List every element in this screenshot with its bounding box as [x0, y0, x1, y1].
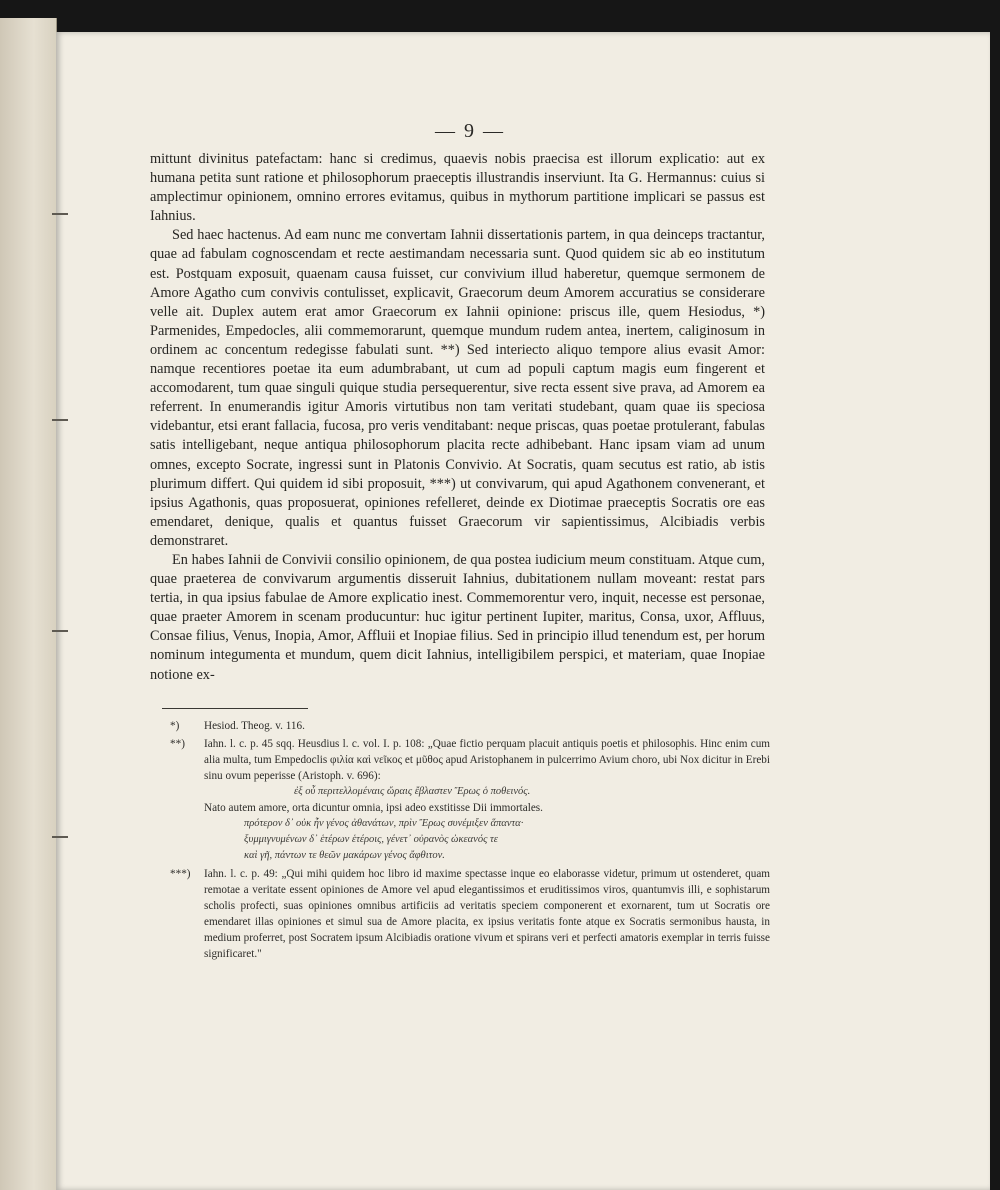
footnote-text: Hesiod. Theog. v. 116.	[204, 720, 305, 732]
margin-tick	[52, 213, 68, 215]
paragraph: En habes Iahnii de Convivii consilio opinionem, de qua postea iudicium meum constituam. Atque cum, quae praeterea de convivarum argumentis disseruit Iahnius, dubitationem nullam moveant: restat pars tertia, in qua ipsius fabulae de Amore explicatio inest. Commemorentur vero, inquit, necesse est personae, quae praeter Amorem in scenam producuntur: huc igitur pertinent Iupiter, maritus, Consa, uxor, Affluus, Consae filius, Venus, Inopia, Amor, Affluii et Inopiae filius. Sed in principio illud tenendum est, per horum nominum integumenta et mundum, quem dicit Iahnius, intelligibilem perspici, et materiam, quae Inopiae notione ex-	[150, 551, 765, 683]
footnote-mark: *)	[170, 720, 180, 732]
footnote	[150, 866, 770, 962]
footnotes	[150, 718, 770, 964]
margin-tick	[52, 836, 68, 838]
greek-verse: ξυμμιγνυμένων δ᾽ ἑτέρων ἑτέροις, γένετ᾽ οὐρανὸς ὠκεανός τε	[244, 834, 498, 845]
footnote-text: Nato autem amore, orta dicuntur omnia, ipsi adeo exstitisse Dii immortales.	[204, 802, 543, 814]
footnote-mark: ***)	[170, 868, 191, 880]
greek-verse: ἐξ οὗ περιτελλομέναις ὥραις ἔβλαστεν Ἔρως ὁ ποθεινός.	[294, 786, 531, 797]
page-number: — 9 —	[435, 120, 505, 142]
footnote-mark: **)	[170, 738, 185, 750]
footnote-text: Iahn. l. c. p. 45 sqq. Heusdius l. c. vol. I. p. 108: „Quae fictio perquam placuit antiquis poetis et philosophis. Hinc enim cum alia multa, tum Empedoclis φιλία καὶ νεῖκος et μῦθος apud Aristophanem in pulcerrimo Avium choro, ubi Nox dicitur in Erebi sinu ovum peperisse (Aristoph. v. 696):	[204, 738, 770, 782]
book-spine-edge	[0, 18, 57, 1190]
margin-tick	[52, 630, 68, 632]
greek-verse: καὶ γῆ, πάντων τε θεῶν μακάρων γένος ἄφθιτον.	[244, 850, 445, 861]
footnote	[150, 718, 770, 734]
margin-tick	[52, 419, 68, 421]
paragraph: Sed haec hactenus. Ad eam nunc me convertam Iahnii dissertationis partem, in qua deinceps tractantur, quae ad fabulam cognoscendam et recte aestimandam necessaria sunt. Quod quidem sic ab eo institutum est. Postquam exposuit, quaenam causa fuisset, cur convivium illud haberetur, quemque sermonem de Amore Agatho cum convivis contulisset, explicavit, Graecorum deum Amorem accuratius se considerare velle ait. Duplex autem erat amor Graecorum ex Iahnii opinione: priscus ille, quem Hesiodus, *) Parmenides, Empedocles, alii commemorarunt, quemque mundum rudem antea, inertem, caliginosum in ordinem ac concentum redegisse fabulati sunt. **) Sed interiecto aliquo tempore alius evasit Amor: namque recentiores poetae ita eum adumbrabant, ut cum ad populi captum magis eum fingerent et accomodarent, tum quae singuli quique studia persequerentur, sive recta essent sive prava, ad Amorem ea referrent. In enumerandis igitur Amoris virtutibus non tam veritati studebant, quam quae iis speciosa videbantur, etsi erant fallacia, fucosa, pro veris venditabant: neque priscas, quas poetae protulerant, fabulas satis intelligebant, neque antiqua philosophorum placita recte adhibebant. Hanc ipsam viam ad unum omnes, excepto Socrate, ingressi sunt in Platonis Convivio. At Socratis, quam secutus est ratio, ab istis plurimum differt. Qui quidem id sibi proposuit, ***) ut convivarum, qui apud Agathonem convenerant, et ipsius Agathonis, quas proposuerat, opiniones refelleret, deinde ex Diotimae praeceptis Socratis ore eas emendaret, denique, qualis et quantus fuisset Graecorum vir sapientissimus, Alcibiadis verbis demonstraret.	[150, 227, 765, 549]
footnote	[150, 736, 770, 864]
greek-verse: πρότερον δ᾽ οὐκ ἦν γένος ἀθανάτων, πρὶν Ἔρως συνέμιξεν ἅπαντα·	[244, 818, 524, 829]
main-text	[150, 150, 765, 685]
footnote-rule	[162, 708, 308, 709]
footnote-text: Iahn. l. c. p. 49: „Qui mihi quidem hoc libro id maxime spectasse inque eo elaborasse videtur, primum ut ostenderet, quam remotae a veritate essent opiniones de Amore vel apud elegantissimos et eruditissimos viros, quantumvis illi, e sophistarum scholis profecti, suas opiniones omnibus artificiis ad veritatis speciem componerent et exornarent, tum ut Socratis ore emendaret illas opiniones et simul sua de Amore placita, ex ipsius veritatis fonte atque ex Socratis sermonibus hausta, in medium proferret, post Socratem ipsum Alcibiadis oratione vivum et spirans veri et perfecti amatoris exemplar in terris fuisse significaret."	[204, 868, 770, 960]
paragraph: mittunt divinitus patefactam: hanc si credimus, quaevis nobis praecisa est illorum explicatio: aut ex humana petita sunt ratione et philosophorum praeceptis illustrandis inserviunt. Ita G. Hermannus: cuius si amplectimur opinionem, omnino errores evitamus, quibus in mythorum partitione implicari se passus est Iahnius.	[150, 151, 765, 225]
